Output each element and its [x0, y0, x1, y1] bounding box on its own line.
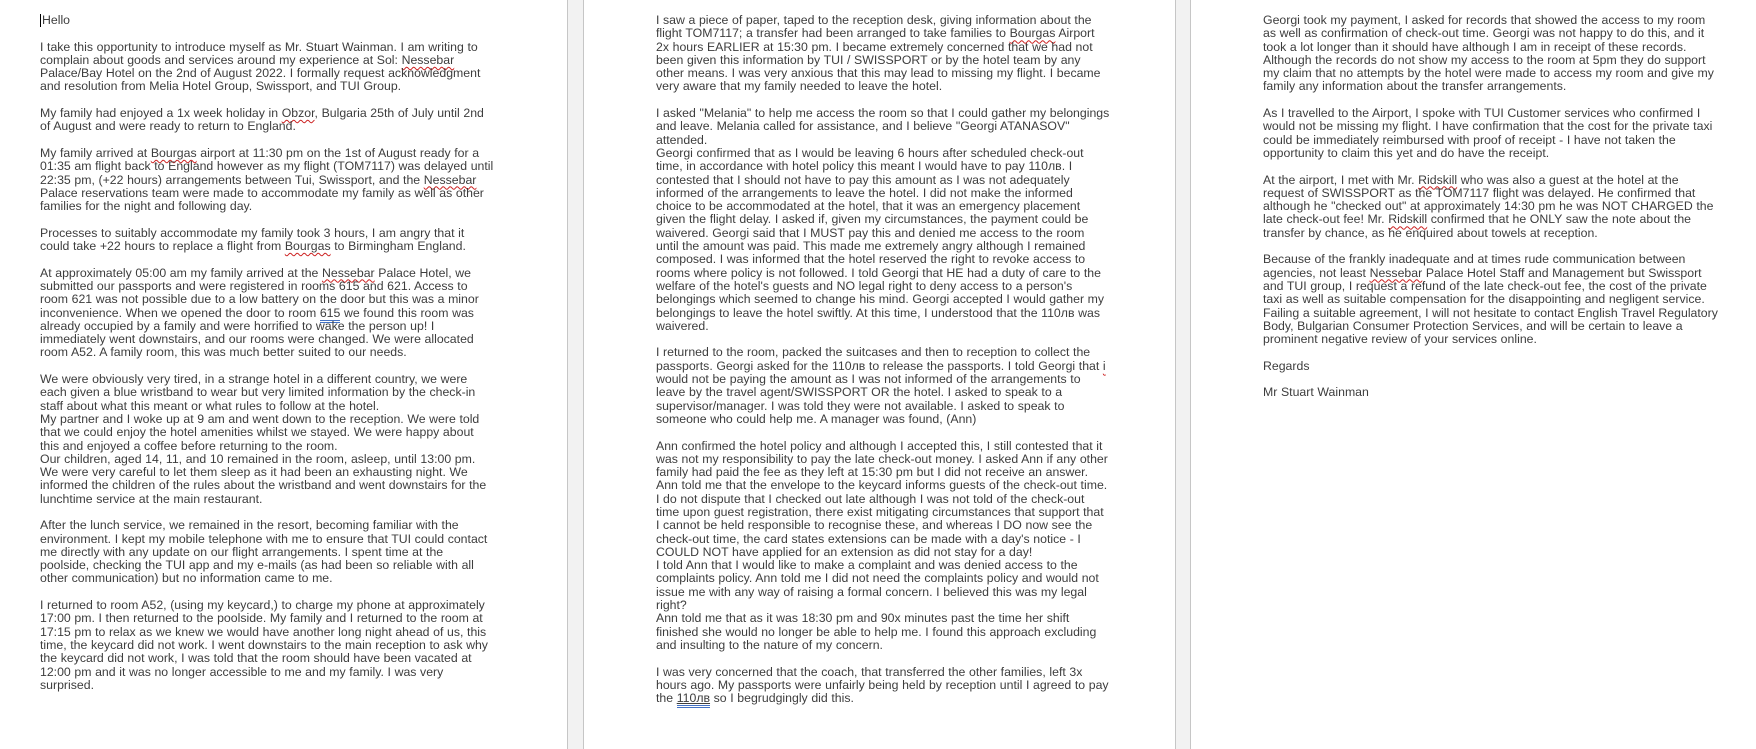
text-run: I returned to the room, packed the suitcases and then to reception to collect the passports. Georgi asked for the 110лв to release the passports. I told Georgi that	[656, 345, 1103, 373]
spellcheck-flagged-word: Bourgas	[1009, 26, 1056, 41]
text-run: My partner and I woke up at 9 am and went down to the reception. We were told that we could enjoy the hotel amenities whilst we stayed. We were happy about this and enjoyed a coffee before returning to the room.	[40, 411, 480, 453]
text-run: Palace Hotel, we submitted our passports and were registered in rooms 615 and 621. Access to room 621 was not possible due to a low battery on the door but this was a minor inconvenience. When we opened the door to room	[40, 265, 479, 320]
document-page-2[interactable]	[583, 0, 1176, 749]
paragraph[interactable]	[40, 599, 495, 692]
spellcheck-flagged-word: Nessebar	[401, 52, 455, 67]
paragraph[interactable]	[40, 147, 495, 213]
paragraph[interactable]	[40, 107, 495, 134]
paragraph[interactable]	[656, 346, 1110, 426]
text-run: I was very concerned that the coach, that transferred the other families, left 3x hours ago. My passports were unfairly being held by reception until I agreed to pay the	[656, 664, 1109, 706]
text-run: to Birmingham England.	[330, 239, 466, 254]
text-run: Our children, aged 14, 11, and 10 remained in the room, asleep, until 13:00 pm. We were very careful to let them sleep as it had been an exhausting night. We informed the children of the rules about the wristband and went downstairs for the lunchtime service at the main restaurant.	[40, 451, 487, 506]
text-run: would not be paying the amount as I was not informed of the arrangements to leave by the travel agent/SWISSPORT OR the hotel. I asked to speak to a supervisor/manager. I was told they were not available. I asked to speak to someone who could help me. A manager was found, (Ann)	[656, 372, 1081, 426]
paragraph[interactable]	[1263, 107, 1718, 160]
text-run: Mr Stuart Wainman	[1263, 385, 1369, 400]
text-run: At approximately 05:00 am my family arrived at the	[40, 265, 323, 280]
spellcheck-flagged-word: Nessebar	[1369, 265, 1423, 280]
text-run: Palace Hotel Staff and Management but Swissport and TUI group, I request a refund of the late check-out fee, the cost of the private taxi as well as suitable compensation for the disappointing and negligent service.	[1263, 265, 1707, 307]
text-run: , Bulgaria 25th of July until 2nd of August and were ready to return to England.	[40, 106, 484, 134]
text-run: I asked "Melania" to help me access the room so that I could gather my belongings and leave. Melania called for assistance, and I believe "Georgi ATANASOV" attended.	[656, 106, 1110, 147]
paragraph[interactable]	[40, 41, 495, 94]
text-caret-icon	[40, 14, 41, 27]
text-run: Ann confirmed the hotel policy and although I accepted this, I still contested that it was not my responsibility to pay the late check-out money. I asked Ann if any other family had paid the fee as they left at 15:30 pm but I did not receive an answer.	[656, 438, 1108, 480]
text-run: As I travelled to the Airport, I spoke with TUI Customer services who confirmed I would not be missing my flight. I have confirmation that the cost for the private taxi could be immediately reimbursed with proof of receipt - I have not taken the opportunity to claim this yet and do have the receipt.	[1263, 106, 1713, 160]
paragraph[interactable]	[1263, 174, 1718, 240]
text-run: Palace/Bay Hotel on the 2nd of August 2022. I formally request acknowledgment and resolution from Melia Hotel Group, Swissport, and TUI Group.	[40, 66, 481, 94]
spellcheck-flagged-word: Bourgas	[284, 239, 331, 254]
text-run: My family had enjoyed a 1x week holiday in	[40, 106, 282, 121]
text-run: I take this opportunity to introduce myself as Mr. Stuart Wainman. I am writing to complain about goods and services around my experience at Sol:	[40, 39, 478, 67]
page-2-text-area[interactable]	[656, 14, 1110, 705]
text-run: At the airport, I met with Mr.	[1263, 172, 1419, 187]
paragraph[interactable]	[656, 440, 1110, 653]
spellcheck-flagged-word: i	[1102, 358, 1106, 373]
paragraph[interactable]	[1263, 360, 1718, 373]
text-run: Georgi took my payment, I asked for records that showed the access to my room as well as confirmation of check-out time. Georgi was not happy to do this, and it took a lot longer than it should have although I am in receipt of these records. Although the records do not show my access to the room at 5pm they do support my claim that no attempts by the hotel were made to access my room and give my family any information about the transfer arrangements.	[1263, 13, 1714, 94]
paragraph[interactable]	[656, 14, 1110, 94]
text-run: We were obviously very tired, in a strange hotel in a different country, we were each given a blue wristband to wear but very limited information by the check-in staff about what this meant or what rules to follow at the hotel.	[40, 372, 476, 413]
text-run: I saw a piece of paper, taped to the reception desk, giving information about the flight TOM7117; a transfer had been arranged to take families to	[656, 13, 1092, 41]
page-1-text-area[interactable]	[40, 14, 495, 692]
text-run: Airport 2x hours EARLIER at 15:30 pm. I became extremely concerned that we had not been given this information by TUI / SWISSPORT or by the hotel team by any other means. I was very anxious that this may lead to missing my flight. I became very aware that my family needed to leave the hotel.	[656, 26, 1101, 94]
text-run: so I begrudgingly did this.	[710, 691, 854, 706]
paragraph[interactable]	[40, 227, 495, 254]
grammar-flagged-word: 110лв	[677, 691, 710, 708]
text-run: Processes to suitably accommodate my family took 3 hours, I am angry that it could take +22 hours to replace a flight from	[40, 225, 465, 254]
text-run: I returned to room A52, (using my keycard,) to charge my phone at approximately 17:00 pm. I then returned to the poolside. My family and I returned to the room at 17:15 pm to relax as we knew we would have another long night ahead of us, this time, the keycard did not work. I went downstairs to the main reception to ask why the keycard did not work, I was told that the room should have been vacated at 12:00 pm and it was no longer accessible to me and my family. I was very surprised.	[40, 598, 488, 692]
text-run: airport at 11:30 pm on the 1st of August ready for a 01:35 am flight back to England however as my flight (TOM7117) was delayed until 22:35 pm, (+22 hours) arrangements between Tui, Swissport, and the	[40, 145, 494, 187]
paragraph[interactable]	[1263, 14, 1718, 94]
spellcheck-flagged-word: Bourgas	[150, 145, 197, 160]
text-run: After the lunch service, we remained in the resort, becoming familiar with the environment. I kept my mobile telephone with me to ensure that TUI could contact me directly with any update on our flight arrangements. I spent time at the poolside, checking the TUI app and my e-mails (as had been so reliable with all other communication) but no information came to me.	[40, 518, 488, 586]
text-run: Failing a suitable agreement, I will not hesitate to contact English Travel Regulatory Body, Bulgarian Consumer Protection Services, and will be certain to leave a prominent negative review of your services online.	[1263, 305, 1718, 347]
paragraph[interactable]	[40, 14, 495, 27]
grammar-flagged-word: 615	[320, 306, 341, 323]
paragraph[interactable]	[40, 519, 495, 585]
text-run: confirmed that he ONLY saw the note about the transfer by chance, as he enquired about towels at reception.	[1263, 212, 1691, 240]
text-run: we found this room was already occupied by a family and were horrified to wake the person up! I immediately went downstairs, and our rooms were changed. We were allocated room A52. A family room, this was much better suited to our needs.	[40, 305, 474, 360]
text-run: Palace reservations team were made to accommodate my family as well as other families for the night and following day.	[40, 185, 484, 214]
text-run: I told Ann that I would like to make a complaint and was denied access to the complaints policy. Ann told me I did not need the complaints policy and would not issue me with any way of raising a formal concern. I believed this was my legal right?	[656, 558, 1099, 613]
text-run: Ann told me that as it was 18:30 pm and 90x minutes past the time her shift finished she would no longer be able to help me. I found this approach excluding and insulting to the nature of my concern.	[656, 611, 1097, 652]
page-3-text-area[interactable]	[1263, 14, 1718, 400]
text-run: Because of the frankly inadequate and at times rude communication between agencies, not least	[1263, 252, 1686, 280]
paragraph[interactable]	[1263, 386, 1718, 399]
text-run: Hello	[42, 13, 71, 27]
text-run: My family arrived at	[40, 145, 151, 160]
paragraph[interactable]	[656, 107, 1110, 333]
document-page-3[interactable]	[1190, 0, 1756, 749]
text-run: who was also a guest at the hotel at the request of SWISSPORT as the TOM7117 flight was delayed. He confirmed that although he "checked out" at approximately 14:30 pm he was NOT CHARGED the late check-out fee! Mr.	[1263, 172, 1714, 227]
text-run: Georgi confirmed that as I would be leaving 6 hours after scheduled check-out time, in accordance with hotel policy this meant I would have to pay 110лв. I contested that I should not have to pay this amount as I was not adequately informed of the arrangements to leave the hotel. I did not make the informed choice to be accommodated at the hotel, that it was an emergency placement given the flight delay. I asked if, given my circumstances, the payment could be waivered. Georgi said that I MUST pay this and denied me access to the room until the amount was paid. This made me extremely angry although I remained composed. I was informed that the hotel reserved the right to revoke access to rooms where policy is not followed. I told Georgi that HE had a duty of care to the welfare of the hotel's guests and NO legal right to deny access to a person's belongings which seemed to change his mind. Georgi accepted I would gather my belongings to leave the hotel swiftly. At this time, I understood that the 110лв was waivered.	[656, 145, 1105, 333]
spellcheck-flagged-word: Nessebar	[322, 265, 375, 280]
document-page-1[interactable]	[0, 0, 568, 749]
spellcheck-flagged-word: Nessebar	[423, 172, 477, 187]
spellcheck-flagged-word: Ridskill	[1388, 212, 1428, 227]
paragraph[interactable]	[40, 373, 495, 506]
paragraph[interactable]	[1263, 253, 1718, 346]
text-run: Ann told me that the envelope to the keycard informs guests of the check-out time. I do not dispute that I checked out late although I was not told of the check-out time upon guest registration, there exist mitigating circumstances that support that I cannot be held responsible to recognise these, and whereas I DO now see the check-out time, the card states extensions can be made with a day's notice - I COULD NOT have applied for an extension as did not stay for a day!	[656, 478, 1108, 559]
paragraph[interactable]	[656, 666, 1110, 706]
spellcheck-flagged-word: Obzor	[281, 106, 315, 121]
paragraph[interactable]	[40, 267, 495, 360]
spellcheck-flagged-word: Ridskill	[1418, 172, 1458, 187]
text-run: Regards	[1263, 358, 1310, 373]
